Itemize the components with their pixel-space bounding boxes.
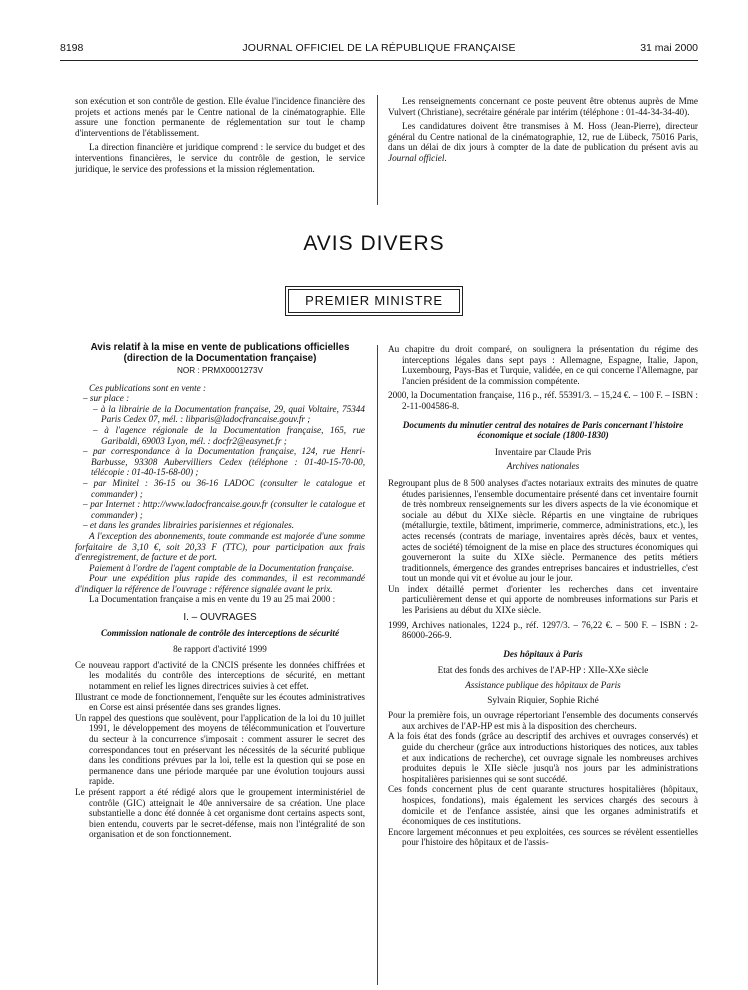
publication-title: Des hôpitaux à Paris bbox=[503, 648, 583, 659]
paragraph: Les renseignements concernant ce poste peuvent être obtenus auprès de Mme Vulvert (Christiane), secrétaire générale par intérim (téléphone : 01-44-34-34-40). bbox=[388, 96, 698, 117]
list-item: – par Minitel : 36-15 ou 36-16 LADOC (consulter le catalogue et commander) ; bbox=[83, 477, 365, 499]
paragraph: Ces publications sont en vente : bbox=[89, 382, 207, 393]
paragraph: La Documentation française a mis en vente du 19 au 25 mai 2000 : bbox=[89, 594, 336, 605]
paragraph: A la fois état des fonds (grâce au descriptif des archives et ouvrages conservés) et guide du chercheur (grâce aux introductions historiques des notices, aux tables et aux indications de recherche), cet ouvrage signale les nombreuses archives produites depuis le XIIe siècle jusqu'à nos jours par les administrations hospitalières parisiennes qui se sont succédé. bbox=[388, 731, 698, 784]
list-item: – par correspondance à la Documentation française, 124, rue Henri-Barbusse, 93308 Aubervilliers Cedex (téléphone : 01-40-15-70-00, télécopie : 01-40-15-68-00) ; bbox=[83, 446, 365, 478]
paragraph: Regroupant plus de 8 500 analyses d'actes notariaux extraits des minutes de quatre études parisiennes, l'ensemble documentaire présenté dans cet inventaire fournit de très nombreux renseignements sur les divers aspects de la vie économique et sociale au début du XIXe siècle. Répartis en une vingtaine de rubriques (métallurgie, textile, bâtiment, imprimerie, commerce, administrations, etc.), les actes recensés (contrats de mariage, inventaires après décès, baux et ventes, actes de société) témoignent de la mise en place des structures économiques qui gouverneront la suite du XIXe siècle. Permanence des petits métiers traditionnels, émergence des grandes entreprises bancaires et industrielles, c'est tout un monde qui vit et évolue au jour le jour. bbox=[388, 477, 698, 584]
publication-title: Commission nationale de contrôle des interceptions de sécurité bbox=[100, 627, 340, 638]
paragraph: Pour la première fois, un ouvrage répertoriant l'ensemble des documents conservés aux archives de l'AP-HP est mis à la disposition des chercheurs. bbox=[388, 710, 698, 731]
subsection-title: I. – OUVRAGES bbox=[183, 612, 257, 624]
paragraph: Illustrant ce mode de fonctionnement, l'enquête sur les écoutes administratives en Corse est ainsi présentée dans ses grandes lignes. bbox=[75, 691, 365, 713]
left-column bbox=[75, 342, 365, 840]
list-item: – à l'agence régionale de la Documentation française, 165, rue Garibaldi, 69003 Lyon, mél. : docfr2@easynet.fr ; bbox=[93, 424, 365, 446]
publication-title: Documents du minutier central des notaires de Paris concernant l'histoire économique et sociale (1800-1830) bbox=[402, 419, 684, 441]
paragraph: Un rappel des questions que soulèvent, pour l'application de la loi du 10 juillet 1991, le développement des moyens de télécommunication et l'ouverture du secteur à la concurrence s'imposait : comment assurer le secret des correspondances tout en préservant les nécessités de la sécurité publique dans les conditions prévues par la loi, telle est la question qui se pose en permanence dans une période marquée par une évolution toujours aussi rapide. bbox=[75, 712, 365, 787]
reference: 1999, Archives nationales, 1224 p., réf. 1297/3. – 76,22 €. – 500 F. – ISBN : 2-86000-266-9. bbox=[388, 619, 698, 641]
paragraph: Ce nouveau rapport d'activité de la CNCIS présente les données chiffrées et les modalités du contrôle des interceptions de sécurité, en mettant notamment en relief les lignes directrices suivies à cet effet. bbox=[75, 659, 365, 692]
column-separator-main bbox=[377, 345, 378, 985]
publisher: Assistance publique des hôpitaux de Paris bbox=[465, 680, 621, 691]
paragraph: Au chapitre du droit comparé, on soulignera la présentation du régime des interceptions légales dans sept pays : Allemagne, Espagne, Italie, Japon, Luxembourg, Pays-Bas et Turquie, validée, en ce qui concerne l'Allemagne, par l'ancien président de la commission compétente. bbox=[388, 344, 698, 386]
ministry-box: PREMIER MINISTRE bbox=[288, 289, 460, 313]
list-item: – à la librairie de la Documentation française, 29, quai Voltaire, 75344 Paris Cedex 07, mél. : libparis@ladocfrancaise.gouv.fr ; bbox=[93, 403, 365, 425]
paragraph: Pour une expédition plus rapide des commandes, il est recommandé d'indiquer la référence de l'ouvrage : référence signalée avant le prix. bbox=[75, 573, 365, 594]
paragraph: Le présent rapport a été rédigé alors que le groupement interministériel de contrôle (GIC) atteignait le 40e anniversaire de sa création. Une place substantielle a donc été donnée à cet organisme dont certains aspects sont, bien entendu, couverts par le secret-défense, mais non l'intégralité de son organisation et de son fonctionnement. bbox=[75, 786, 365, 840]
publication-subtitle: Etat des fonds des archives de l'AP-HP : XIIe-XXe siècle bbox=[437, 665, 649, 676]
paragraph: Ces fonds concernent plus de cent quarante structures hospitalières (hôpitaux, hospices, fondations), mais également les services chargés des secours à domicile et de l'enfance assistée, ainsi que les organes administratifs et économiques de ces institutions. bbox=[388, 784, 698, 827]
top-right-column bbox=[388, 96, 698, 168]
list-item: – par Internet : http://www.ladocfrancaise.gouv.fr (consulter le catalogue et commander) ; bbox=[83, 499, 365, 520]
section-title: AVIS DIVERS bbox=[303, 232, 445, 255]
publication-author: Inventaire par Claude Pris bbox=[494, 446, 592, 457]
list-item: – sur place : bbox=[83, 393, 130, 404]
publication-subtitle: 8e rapport d'activité 1999 bbox=[173, 644, 267, 655]
list-item: – et dans les grandes librairies parisiennes et régionales. bbox=[83, 520, 295, 531]
header-rule bbox=[60, 60, 698, 61]
paragraph: A l'exception des abonnements, toute commande est majorée d'une somme forfaitaire de 3,10 €, soit 20,33 F (TTC), pour participation aux frais d'enregistrement, de facture et de port. bbox=[75, 530, 365, 563]
right-column bbox=[388, 344, 698, 848]
paragraph: Un index détaillé permet d'orienter les recherches dans cet inventaire particulièrement dense et qui apporte de nombreuses informations sur Paris et les Parisiens au début du XIXe siècle. bbox=[388, 583, 698, 616]
paragraph: Encore largement méconnues et peu exploitées, ces sources se révèlent essentielles pour l'histoire des hôpitaux et de l'assis- bbox=[388, 826, 698, 848]
journal-officiel-ref: Journal officiel bbox=[388, 152, 445, 163]
page-header bbox=[60, 42, 698, 58]
reference: 2000, la Documentation française, 116 p., réf. 55391/3. – 15,24 €. – 100 F. – ISBN : 2-11-004586-8. bbox=[388, 390, 698, 411]
paragraph: La direction financière et juridique comprend : le service du budget et des interventions financières, le service du contrôle de gestion, le service juridique, le service des professions et la mission réglementation. bbox=[75, 142, 365, 174]
paragraph: Paiement à l'ordre de l'agent comptable de la Documentation française. bbox=[89, 562, 355, 573]
publication-author: Sylvain Riquier, Sophie Riché bbox=[487, 694, 599, 705]
paragraph: Les candidatures doivent être transmises à M. Hoss (Jean-Pierre), directeur général du Centre national de la cinématographie, 12, rue de Lübeck, 75016 Paris, dans un délai de dix jours à compter de la date de publication du présent avis au Journal officiel. bbox=[388, 121, 698, 163]
page-number: 8198 bbox=[60, 42, 84, 54]
publisher: Archives nationales bbox=[506, 461, 580, 472]
issue-date: 31 mai 2000 bbox=[640, 42, 698, 54]
notice-title: Avis relatif à la mise en vente de publications officielles (direction de la Documentation française) bbox=[90, 342, 350, 364]
column-separator-top bbox=[377, 95, 378, 205]
journal-title: JOURNAL OFFICIEL DE LA RÉPUBLIQUE FRANÇAISE bbox=[242, 42, 516, 54]
top-left-column bbox=[75, 96, 365, 178]
nor-reference: NOR : PRMX0001273V bbox=[176, 366, 263, 375]
paragraph: son exécution et son contrôle de gestion. Elle évalue l'incidence financière des projets et actions menés par le Centre national de la cinématographie. Elle assure une fonction permanente de réglementation sur tout le champ d'interventions de l'établissement. bbox=[75, 96, 365, 138]
